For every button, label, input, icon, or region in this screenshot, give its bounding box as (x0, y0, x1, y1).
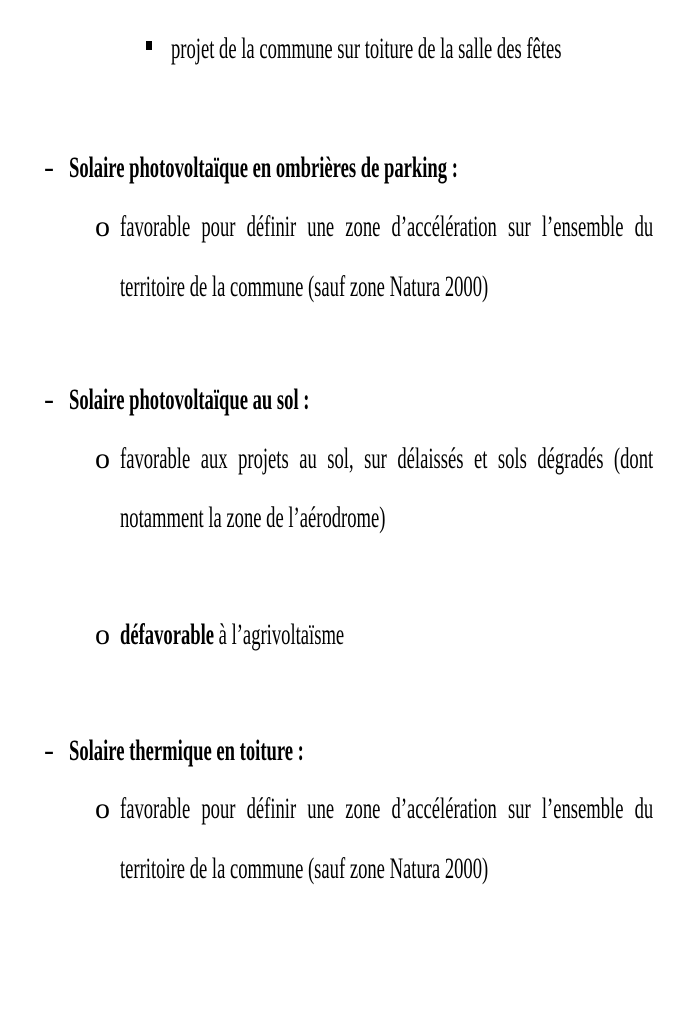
section-2-item-1-marker: o (95, 442, 110, 475)
section-2-item-2-rest: à l’agrivoltaïsme (214, 618, 345, 651)
section-2-item-2-text (120, 613, 344, 657)
section-2-heading: Solaire photovoltaïque au sol : (69, 383, 310, 416)
section-1-dash: - (44, 151, 54, 184)
square-bullet-icon (146, 41, 152, 50)
section-2-item-1-line-2: notamment la zone de l’aérodrome) (120, 501, 386, 534)
section-1-heading: Solaire photovoltaïque en ombrières de parking : (69, 151, 458, 184)
section-3-dash: - (44, 734, 54, 767)
section-1-item-1-line-2: territoire de la commune (sauf zone Natura 2000) (120, 270, 489, 303)
section-1-item-1-line-1: favorable pour définir une zone d’accélération sur l’ensemble du (120, 210, 654, 243)
section-3-item-1-line-1: favorable pour définir une zone d’accélération sur l’ensemble du (120, 792, 654, 825)
section-2-dash: - (44, 383, 54, 416)
top-item-text: projet de la commune sur toiture de la salle des fêtes (171, 32, 562, 65)
section-1-item-1-marker: o (95, 210, 110, 243)
section-3-item-1-line-2: territoire de la commune (sauf zone Natura 2000) (120, 852, 489, 885)
section-2-item-2-marker: o (95, 618, 110, 651)
section-2-item-2-bold: défavorable (120, 618, 215, 651)
section-2-item-1-line-1: favorable aux projets au sol, sur délaissés et sols dégradés (dont (120, 442, 654, 475)
section-3-item-1-marker: o (95, 792, 110, 825)
section-3-heading: Solaire thermique en toiture : (69, 734, 304, 767)
